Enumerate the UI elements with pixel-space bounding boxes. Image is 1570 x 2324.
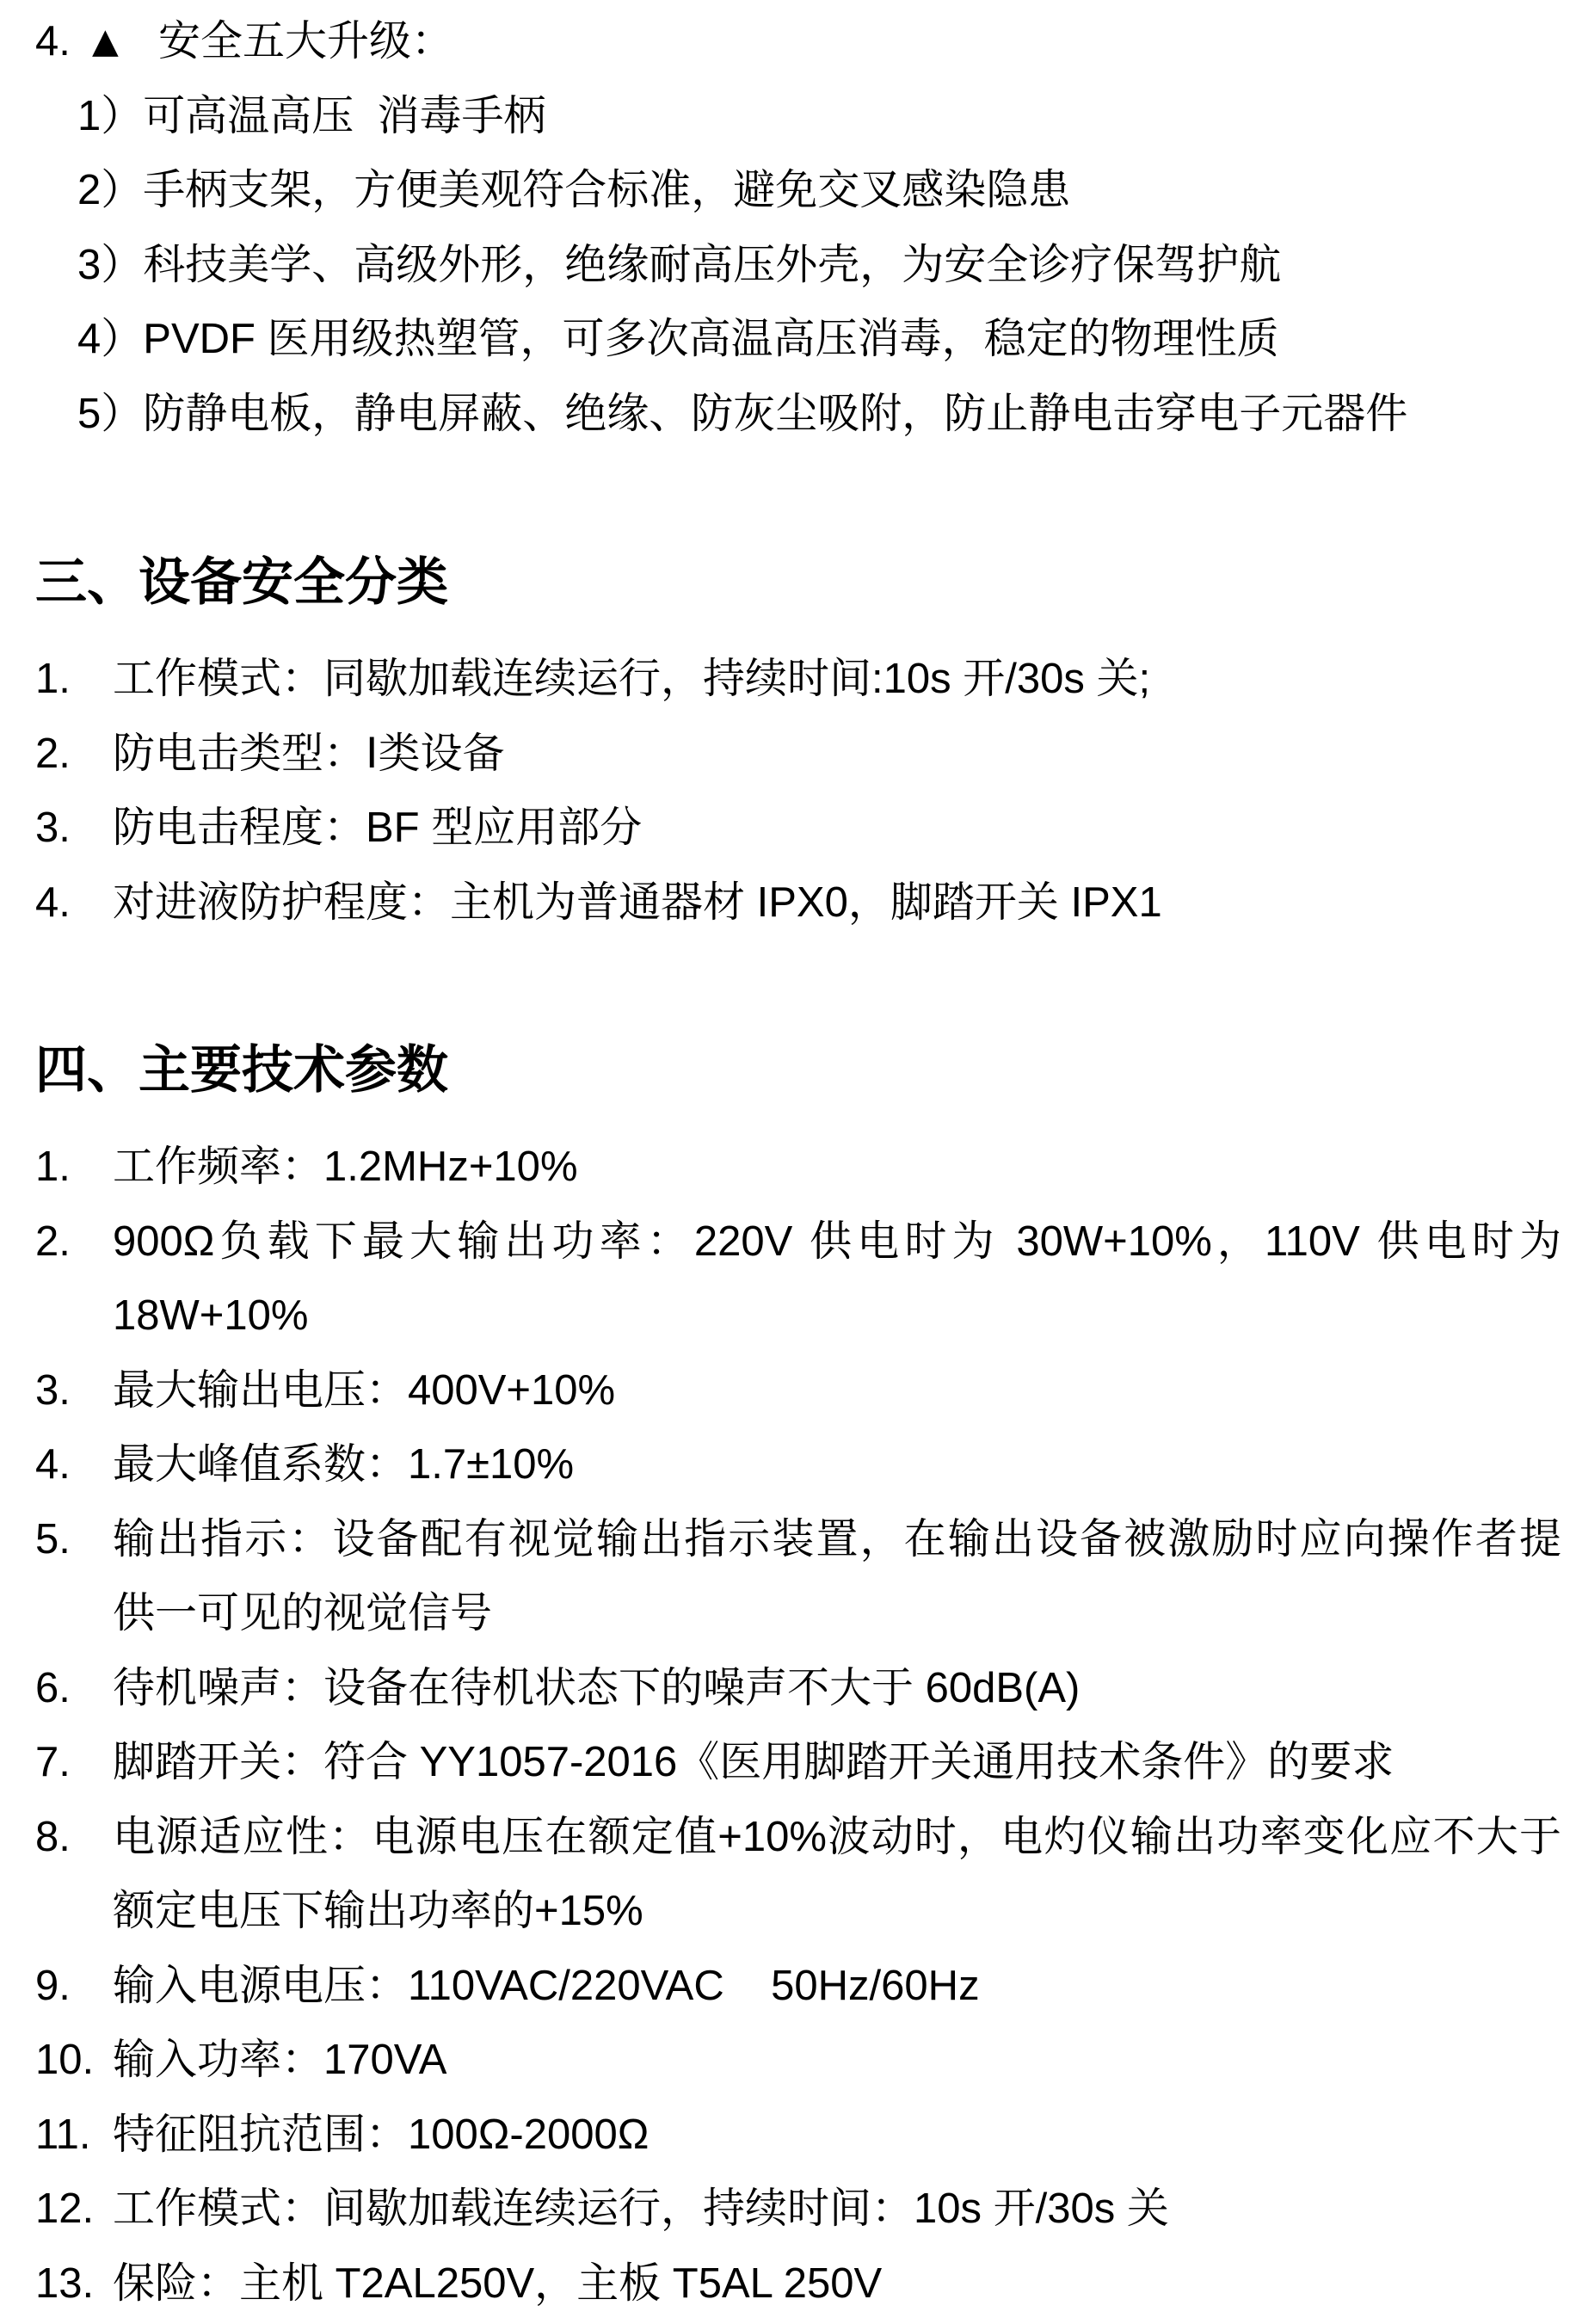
sub-item-text: 可高温高压 消毒手柄 <box>143 92 546 139</box>
item-text <box>113 2023 1561 2098</box>
list-item <box>35 1502 1561 1651</box>
list-item <box>35 2172 1561 2247</box>
item-number: 10. <box>35 2037 95 2083</box>
list-item <box>35 791 1561 866</box>
item-text-line: 最大峰值系数：1.7±10% <box>113 1441 575 1488</box>
section-heading-technical-parameters: 四、主要技术参数 <box>35 1041 448 1099</box>
item-text <box>113 1427 1561 1502</box>
item-number: 13. <box>35 2259 95 2307</box>
item-number: 2. <box>35 730 71 777</box>
item-text <box>113 642 1561 717</box>
sub-list-item <box>35 153 1570 228</box>
item-number: 1. <box>35 656 71 702</box>
safety-upgrades-heading <box>35 4 1570 79</box>
item-text-line: 供一可见的视觉信号 <box>113 1590 493 1637</box>
item-number: 5. <box>35 1515 71 1563</box>
item-text <box>113 1502 1561 1651</box>
item-text-line: 900Ω负载下最大输出功率：220V 供电时为 30W+10%，110V 供电时为 <box>113 1217 1561 1265</box>
list-item <box>35 1651 1561 1726</box>
item-number: 7. <box>35 1739 71 1785</box>
item-text <box>113 1651 1561 1726</box>
item-number: 9. <box>35 1962 71 2009</box>
sub-item-text: PVDF 医用级热塑管，可多次高温高压消毒，稳定的物理性质 <box>143 316 1279 362</box>
item-text-line: 工作模式：间歇加载连续运行，持续时间：10s 开/30s 关 <box>113 2185 1169 2232</box>
item-number: 11. <box>35 2111 91 2158</box>
list-item <box>35 2098 1561 2173</box>
item-text-line: 保险：主机 T2AL250V，主板 T5AL 250V <box>113 2259 883 2307</box>
item-text <box>113 1725 1561 1800</box>
item-text <box>113 1800 1561 1949</box>
item-text-line: 最大输出电压：400V+10% <box>113 1366 616 1414</box>
list-item <box>35 2023 1561 2098</box>
list-item <box>35 1725 1561 1800</box>
list-item <box>35 866 1561 940</box>
technical-parameters-list <box>35 1130 1570 2321</box>
item-text-line: 工作频率：1.2MHz+10% <box>113 1144 578 1190</box>
sub-list-item <box>35 79 1570 154</box>
sub-item-number: 2） <box>77 167 144 213</box>
item-text-line: 输入功率：170VA <box>113 2037 447 2083</box>
safety-classification-list <box>35 642 1570 940</box>
item-text-line: 待机噪声：设备在待机状态下的噪声不大于 60dB(A) <box>113 1664 1081 1711</box>
item-text <box>113 2098 1561 2173</box>
section-heading-safety-classification: 三、设备安全分类 <box>35 553 448 611</box>
triangle-marker-icon: ▲ <box>92 22 119 61</box>
item-text-line: 对进液防护程度：主机为普通器材 IPX0，脚踏开关 IPX1 <box>113 878 1162 926</box>
item-text <box>113 866 1561 940</box>
item-number: 1. <box>35 1144 71 1190</box>
list-item <box>35 1427 1561 1502</box>
item-text-line: 输出指示：设备配有视觉输出指示装置，在输出设备被激励时应向操作者提 <box>113 1515 1561 1563</box>
item-number: 6. <box>35 1664 71 1711</box>
item-text <box>113 1949 1561 2024</box>
item-number: 4. <box>35 878 71 926</box>
item-text <box>113 791 1561 866</box>
list-item <box>35 2247 1561 2321</box>
item-text-line: 脚踏开关：符合 YY1057-2016《医用脚踏开关通用技术条件》的要求 <box>113 1739 1395 1785</box>
item-text-line: 工作模式：同歇加载连续运行，持续时间:10s 开/30s 关; <box>113 656 1151 702</box>
item-number: 4. <box>35 1441 71 1488</box>
list-item <box>35 1800 1561 1949</box>
list-item <box>35 1353 1561 1428</box>
item-text <box>113 1205 1561 1353</box>
item-text-line: 输入电源电压：110VAC/220VAC 50Hz/60Hz <box>113 1962 980 2009</box>
list-item <box>35 717 1561 792</box>
sub-list-item <box>35 228 1570 303</box>
sub-item-number: 3） <box>77 241 144 288</box>
item-number: 3. <box>35 1366 71 1414</box>
item-text-line: 18W+10% <box>113 1292 309 1339</box>
sub-item-number: 1） <box>77 92 144 139</box>
item-text-line: 防电击程度：BF 型应用部分 <box>113 804 643 851</box>
item-text <box>113 2172 1561 2247</box>
sub-item-number: 4） <box>77 316 144 362</box>
item-number: 3. <box>35 804 71 851</box>
item-number: 12. <box>35 2185 95 2232</box>
list-item <box>35 1949 1561 2024</box>
sub-item-number: 5） <box>77 390 144 437</box>
list-item <box>35 1205 1561 1353</box>
item-text <box>113 1353 1561 1428</box>
item-number: 4. <box>35 18 71 65</box>
item-text-line: 特征阻抗范围：100Ω-2000Ω <box>113 2111 650 2158</box>
sub-item-text: 防静电板，静电屏蔽、绝缘、防灰尘吸附，防止静电击穿电子元器件 <box>143 390 1408 437</box>
item-text <box>113 2247 1561 2321</box>
item-number: 2. <box>35 1217 71 1265</box>
sub-list-item <box>35 377 1570 452</box>
safety-upgrades-block <box>35 4 1570 451</box>
item-text-line: 额定电压下输出功率的+15% <box>113 1888 643 1934</box>
sub-item-text: 科技美学、高级外形，绝缘耐高压外壳，为安全诊疗保驾护航 <box>143 241 1282 288</box>
item-text-line: 电源适应性：电源电压在额定值+10%波动时，电灼仪输出功率变化应不大于 <box>113 1813 1561 1860</box>
list-item <box>35 1130 1561 1205</box>
list-item <box>35 642 1561 717</box>
item-text <box>113 1130 1561 1205</box>
item-text-line: 防电击类型：Ⅰ类设备 <box>113 730 505 777</box>
item-text <box>113 717 1561 792</box>
item-number: 8. <box>35 1813 71 1860</box>
sub-list-item <box>35 302 1570 377</box>
safety-upgrades-title: 安全五大升级： <box>158 18 454 65</box>
sub-item-text: 手柄支架，方便美观符合标准，避免交叉感染隐患 <box>143 167 1071 213</box>
